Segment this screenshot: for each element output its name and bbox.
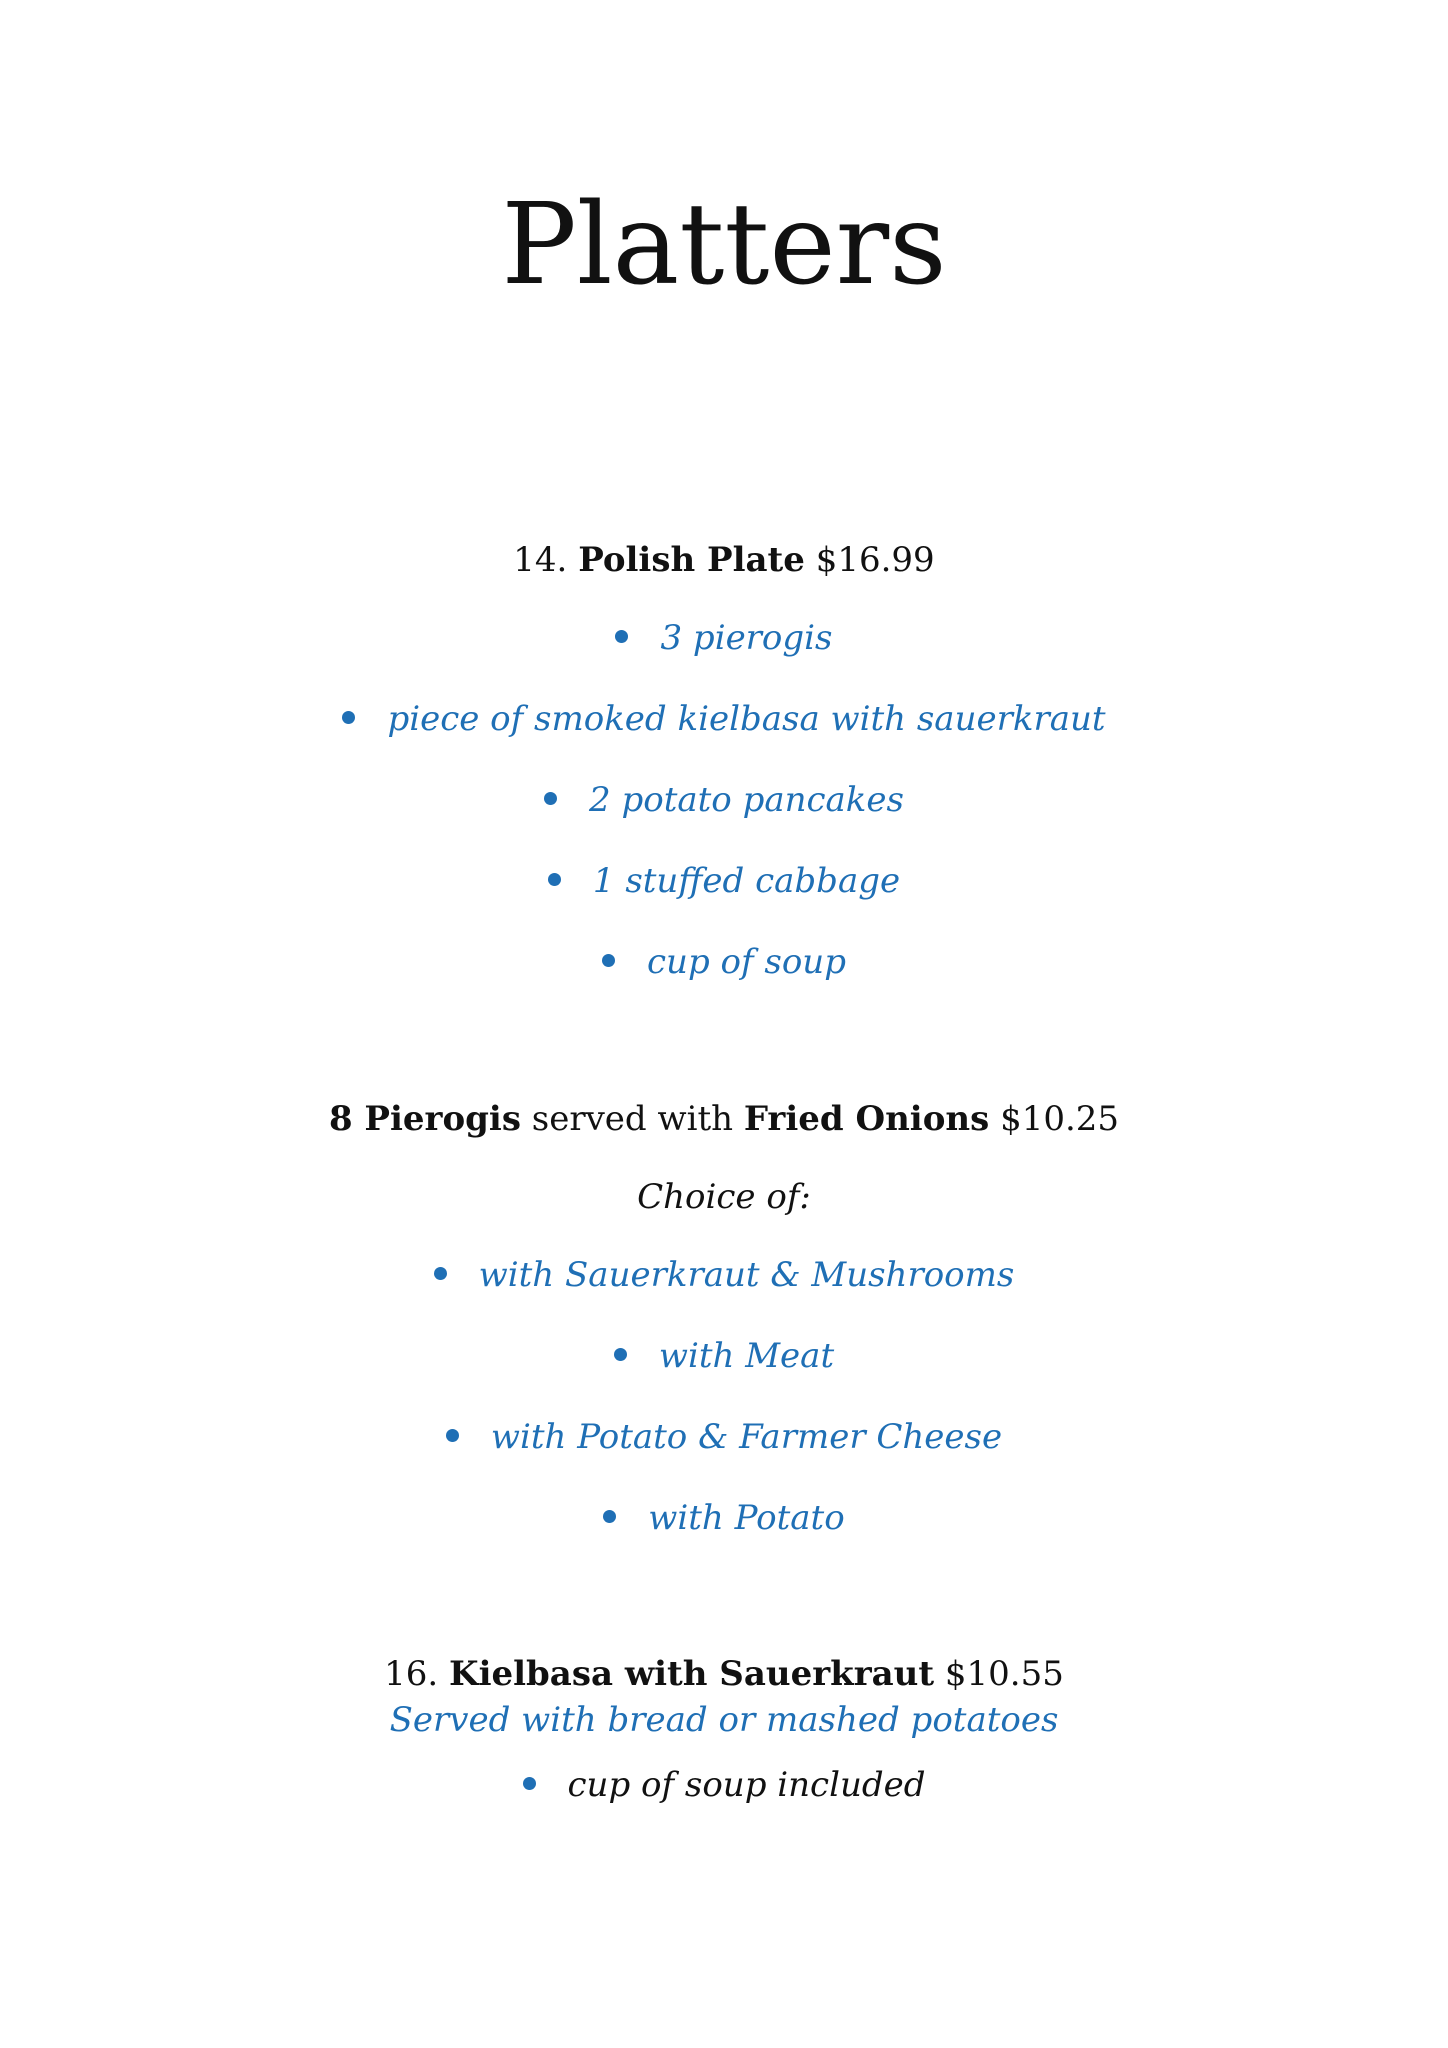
item-name: Kielbasa with Sauerkraut [449, 1654, 935, 1694]
bullet-icon [602, 954, 615, 967]
choice-label: Choice of: [637, 1177, 811, 1217]
list-item: cup of soup included [0, 1763, 1448, 1807]
item-name: 8 Pierogis [328, 1099, 521, 1139]
bullet-icon [523, 1777, 536, 1790]
list-item: 3 pierogis [0, 616, 1448, 660]
list-item: piece of smoked kielbasa with sauerkraut [0, 697, 1448, 741]
item-price: $10.25 [1000, 1099, 1120, 1139]
bullet-icon [548, 873, 561, 886]
bullet-icon [614, 1348, 627, 1361]
kielbasa-heading [0, 1652, 1448, 1696]
bullet-icon [544, 792, 557, 805]
bullet-icon [434, 1267, 447, 1280]
bullet-icon [603, 1510, 616, 1523]
list-item: with Sauerkraut & Mushrooms [0, 1253, 1448, 1297]
item-connector: served with [531, 1099, 734, 1139]
list-item: with Potato & Farmer Cheese [0, 1415, 1448, 1459]
list-item: with Potato [0, 1496, 1448, 1540]
item-price: $16.99 [815, 540, 935, 580]
list-item: cup of soup [0, 940, 1448, 984]
page-title: Platters [501, 180, 947, 310]
item-number: 16. [384, 1654, 439, 1694]
bullet-icon [615, 630, 628, 643]
item-subtitle: Served with bread or mashed potatoes [389, 1700, 1059, 1740]
item-number: 14. [513, 540, 568, 580]
pierogis-heading [0, 1097, 1448, 1141]
item-name: Polish Plate [578, 540, 805, 580]
list-item: 1 stuffed cabbage [0, 859, 1448, 903]
list-item: with Meat [0, 1334, 1448, 1378]
bullet-icon [446, 1429, 459, 1442]
polish-plate-heading [0, 538, 1448, 582]
bullet-icon [342, 711, 355, 724]
item-side: Fried Onions [743, 1099, 990, 1139]
item-price: $10.55 [944, 1654, 1064, 1694]
list-item: 2 potato pancakes [0, 778, 1448, 822]
